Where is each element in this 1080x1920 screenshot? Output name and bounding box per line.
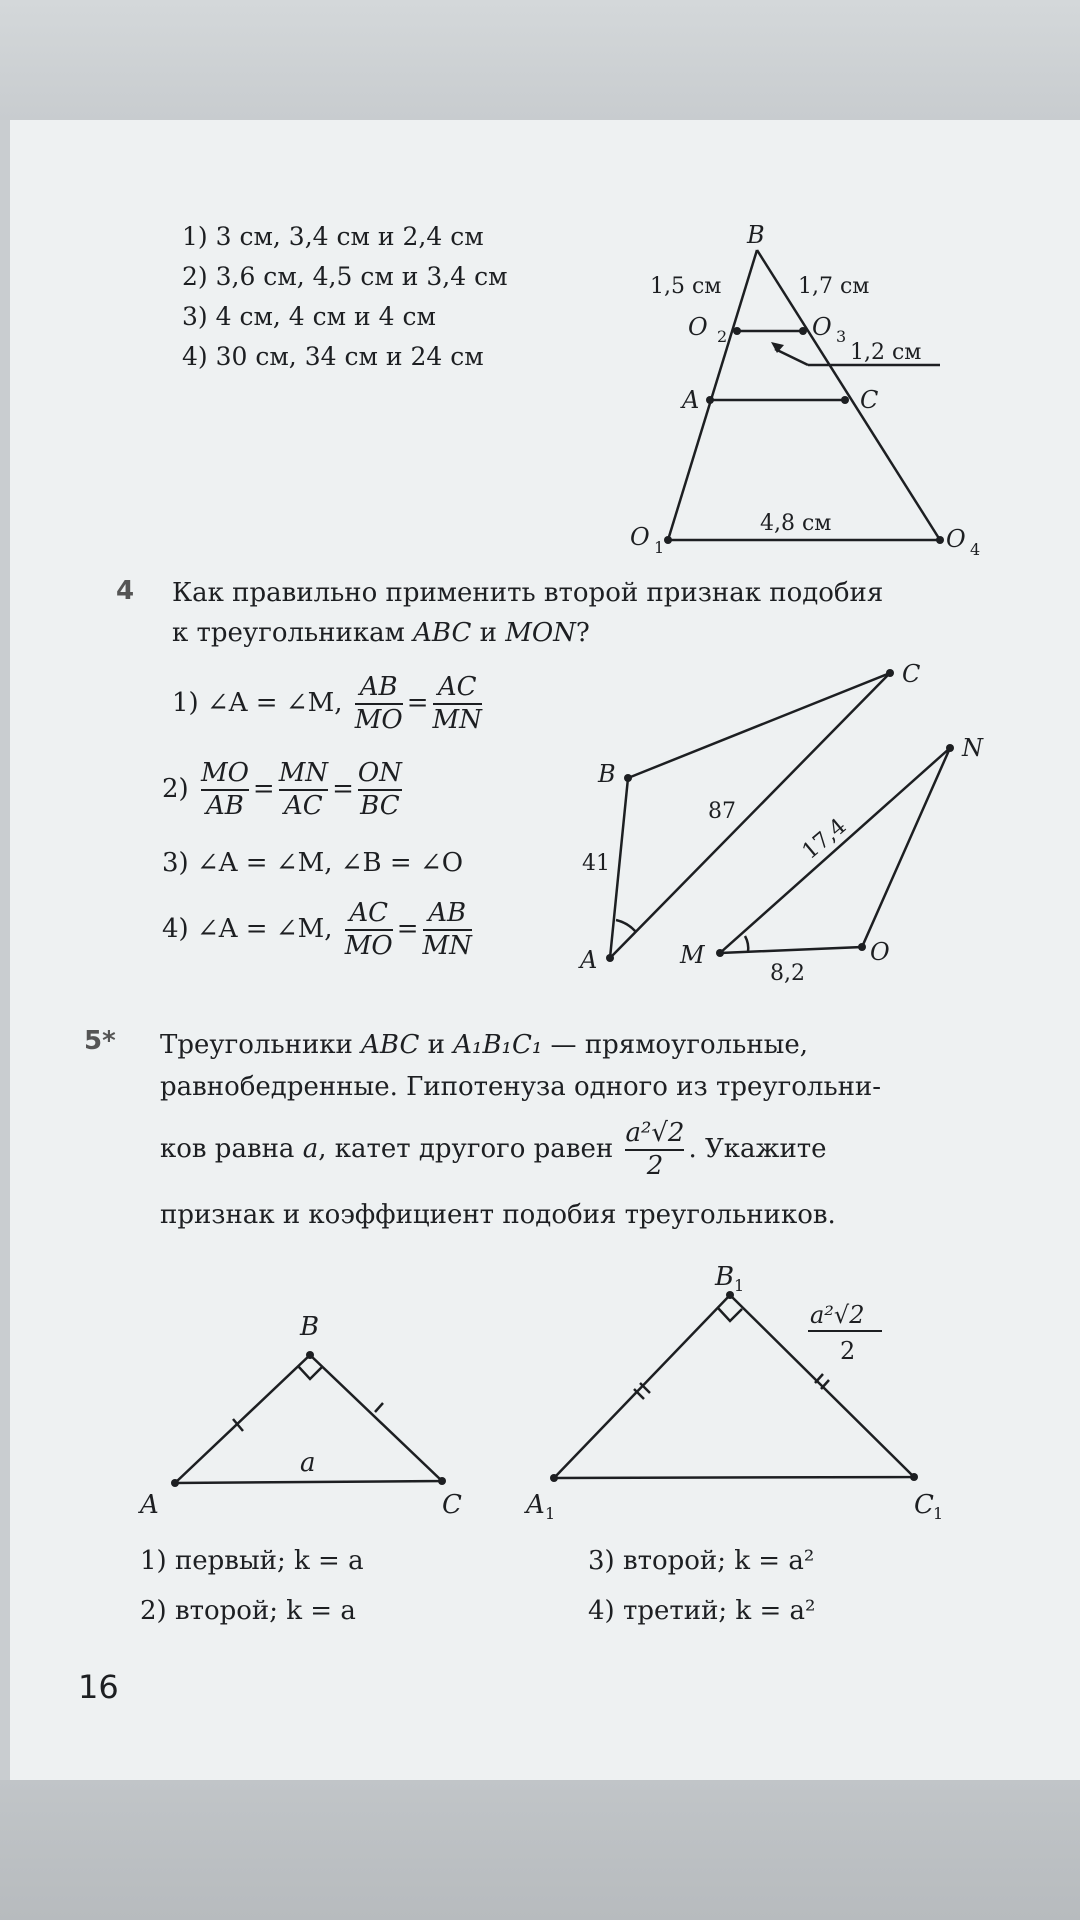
q3-length-BO3: 1,7 см [798, 274, 870, 299]
background-bottom [0, 1780, 1080, 1920]
q3-sub-O4: 4 [970, 540, 981, 559]
q5-fig2-label-B1: B [715, 1262, 735, 1292]
q3-option-1[interactable]: 1) 3 см, 3,4 см и 2,4 см [182, 222, 484, 251]
q4-label-C: C [902, 660, 921, 688]
q3-label-O1: O [630, 523, 650, 551]
q4-label-M: M [680, 941, 705, 969]
q3-sub-O2: 2 [717, 327, 728, 346]
q4-length-AC: 87 [708, 799, 736, 824]
q3-option-2[interactable]: 2) 3,6 см, 4,5 см и 3,4 см [182, 262, 508, 291]
q3-sub-O3: 3 [836, 327, 847, 346]
q4-length-AB: 41 [582, 851, 610, 876]
q4-option-1[interactable]: 1) ∠A = ∠M, $\frac{AB}{MO}$ = $\frac{AC}{MN}$ [172, 672, 482, 736]
q4-option-3[interactable]: 3) ∠A = ∠M, ∠B = ∠O [162, 848, 464, 878]
q3-length-BO2: 1,5 см [650, 274, 722, 299]
q4-length-MO: 8,2 [770, 961, 805, 986]
q4-label-N: N [962, 734, 983, 762]
q4-length-MN: 17,4 [797, 813, 852, 865]
q5-fig1-label-B: B [300, 1312, 320, 1342]
q5-line3: ков равна a, катет другого равен $\frac{\text{a²√2}}{2}$ . Укажите [160, 1118, 827, 1182]
q5-fig1-hyp: a [300, 1448, 316, 1478]
q3-label-A: A [682, 386, 700, 414]
q3-option-3[interactable]: 3) 4 см, 4 см и 4 см [182, 302, 436, 331]
q5-line2: равнобедренные. Гипотенуза одного из треугольни- [160, 1072, 882, 1102]
q5-fig2-label-C1: C [914, 1490, 934, 1520]
q3-option-4[interactable]: 4) 30 см, 34 см и 24 см [182, 342, 484, 371]
q5-option-3[interactable]: 3) второй; k = a² [588, 1546, 815, 1576]
q5-fig1-label-A: A [140, 1490, 159, 1520]
q3-label-O4: O [946, 525, 966, 553]
q5-triangles-figure [130, 1255, 980, 1523]
q3-sub-O1: 1 [654, 538, 665, 557]
q3-label-C: C [860, 386, 879, 414]
q4-label-O: O [870, 938, 890, 966]
q5-number: 5* [84, 1026, 116, 1056]
q5-fig2-leg-den: 2 [840, 1337, 856, 1365]
q3-label-B: B [747, 221, 765, 249]
q4-question-line1: Как правильно применить второй признак подобия [172, 578, 884, 608]
q3-trapezoid-figure [620, 221, 981, 565]
q4-triangles-figure [570, 660, 1010, 990]
q3-length-O1O4: 4,8 см [760, 511, 832, 536]
q5-fig2-leg-num: a²√2 [810, 1301, 865, 1329]
q5-fig2-label-A1: A [526, 1490, 545, 1520]
q5-fig2-sub-B1: 1 [734, 1276, 745, 1295]
q3-label-O3: O [812, 313, 832, 341]
q5-fig2-sub-C1: 1 [933, 1504, 944, 1523]
q5-fig1-label-C: C [442, 1490, 462, 1520]
q5-option-2[interactable]: 2) второй; k = a [140, 1596, 356, 1626]
q5-line1: Треугольники ABC и A₁B₁C₁ — прямоугольные, [160, 1030, 808, 1060]
q5-fig2-sub-A1: 1 [545, 1504, 556, 1523]
q5-option-1[interactable]: 1) первый; k = a [140, 1546, 364, 1576]
q3-label-O2: O [688, 313, 708, 341]
q4-label-A: A [580, 946, 598, 974]
background-top [0, 0, 1080, 120]
q3-length-O2O3: 1,2 см [850, 340, 922, 365]
q4-question-line2: к треугольникам ABC и MON? [172, 618, 590, 648]
q5-line4: признак и коэффициент подобия треугольников. [160, 1200, 836, 1230]
q4-option-2[interactable]: 2) $\frac{MO}{AB}$ = $\frac{MN}{AC}$ = $\frac{ON}{BC}$ [162, 758, 402, 822]
q4-label-B: B [598, 760, 616, 788]
page-number: 16 [78, 1668, 119, 1706]
q5-option-4[interactable]: 4) третий; k = a² [588, 1596, 816, 1626]
q4-number: 4 [116, 576, 135, 606]
q4-option-4[interactable]: 4) ∠A = ∠M, $\frac{AC}{MO}$ = $\frac{AB}{MN}$ [162, 898, 472, 962]
